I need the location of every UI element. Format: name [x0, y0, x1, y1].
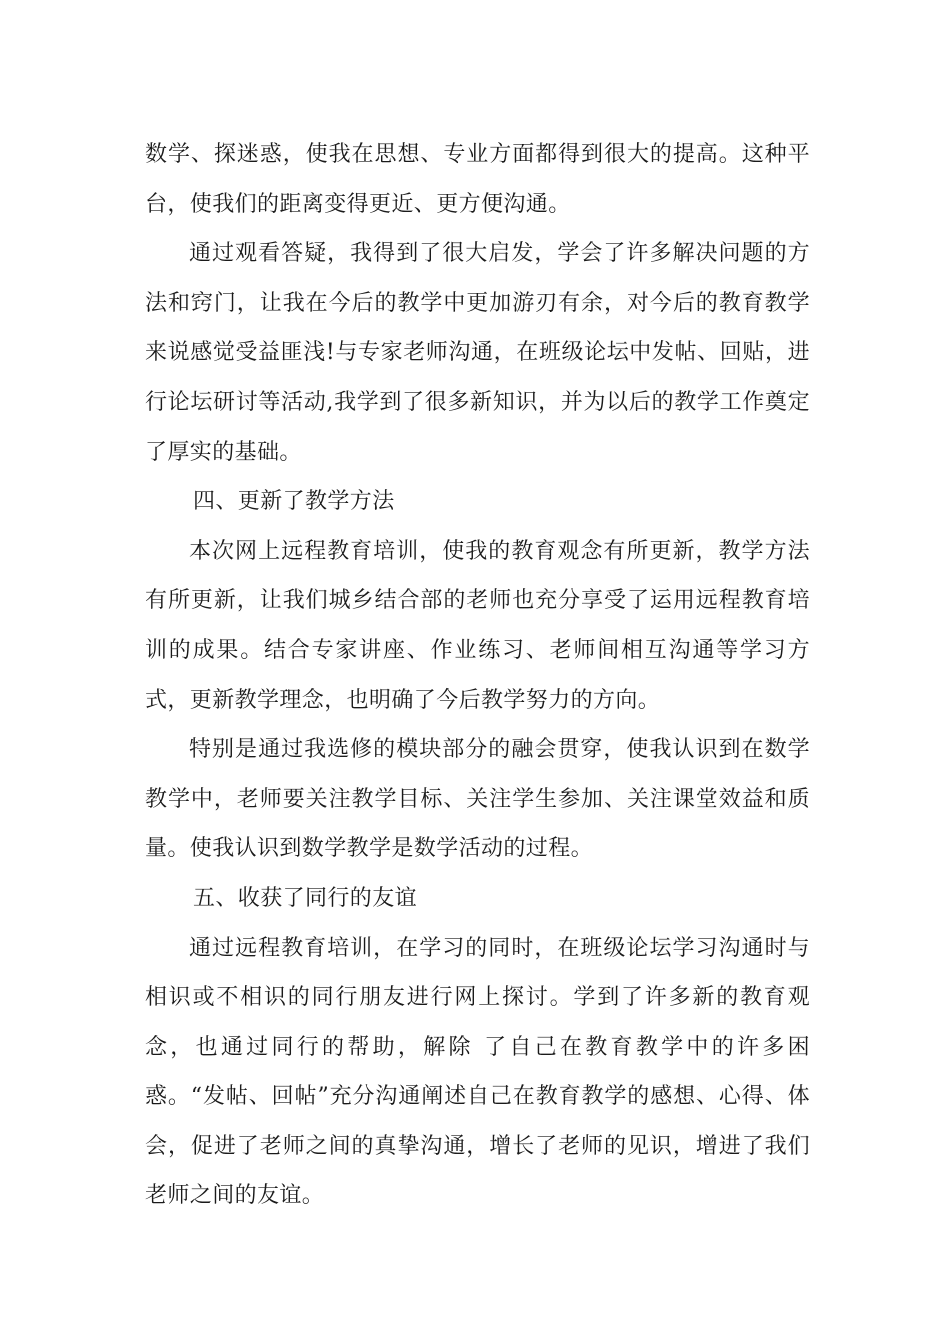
paragraph-teaching-methods: 本次网上远程教育培训，使我的教育观念有所更新，教学方法有所更新，让我们城乡结合部的老师也充分享受了运用远程教育培训的成果。结合专家讲座、作业练习、老师间相互沟通等学习方式，更新教学理念，也明确了今后教学努力的方向。: [145, 538, 810, 713]
section-heading-teaching-methods: 四、更新了教学方法: [193, 489, 395, 515]
paragraph-continuation: 数学、探迷惑，使我在思想、专业方面都得到很大的提高。这种平台，使我们的距离变得更近、更方便沟通。: [145, 142, 810, 217]
paragraph-elective-modules: 特别是通过我选修的模块部分的融会贯穿，使我认识到在数学教学中，老师要关注教学目标、关注学生参加、关注课堂效益和质量。使我认识到数学教学是数学活动的过程。: [145, 737, 810, 862]
section-heading-peer-friendship: 五、收获了同行的友谊: [193, 885, 418, 911]
document-body: [145, 130, 810, 1221]
paragraph-qa-reflection: 通过观看答疑，我得到了很大启发，学会了许多解决问题的方法和窍门，让我在今后的教学中更加游刃有余，对今后的教育教学来说感觉受益匪浅!与专家老师沟通，在班级论坛中发帖、回贴，进行论坛研讨等活动,我学到了很多新知识，并为以后的教学工作奠定了厚实的基础。: [145, 241, 810, 465]
paragraph-peer-friendship: 通过远程教育培训，在学习的同时，在班级论坛学习沟通时与相识或不相识的同行朋友进行网上探讨。学到了许多新的教育观念，也通过同行的帮助，解除 了自己在教育教学中的许多困惑。“发帖、回帖”充分沟通阐述自己在教育教学的感想、心得、体会，促进了老师之间的真挚沟通，增长了老师的见识，增进了我们老师之间的友谊。: [145, 935, 810, 1209]
